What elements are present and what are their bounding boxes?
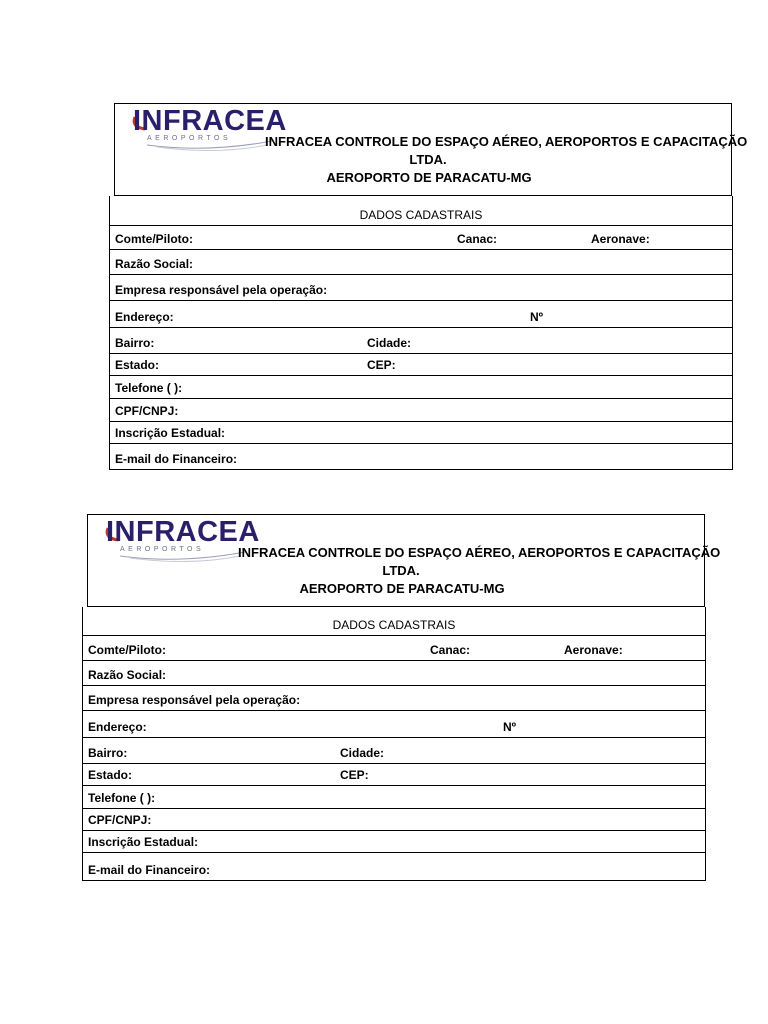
operator-label: Empresa responsável pela operação: [88, 693, 301, 707]
finance-email-label: E-mail do Financeiro: [88, 863, 211, 877]
zip-label: CEP: [367, 358, 396, 372]
state-registration-row[interactable] [83, 830, 705, 852]
state-registration-label: Inscrição Estadual: [88, 835, 199, 849]
state-label: Estado: [88, 768, 133, 782]
address-label: Endereço: [115, 310, 174, 324]
city-label: Cidade: [367, 336, 412, 350]
company-name-line2: LTDA. [409, 152, 447, 167]
operator-row[interactable] [83, 685, 705, 710]
district-row[interactable] [83, 737, 705, 763]
state-row[interactable] [110, 353, 732, 375]
tax-id-row[interactable] [83, 808, 705, 830]
phone-row[interactable] [110, 375, 732, 398]
district-row[interactable] [110, 327, 732, 353]
section-title: DADOS CADASTRAIS [332, 618, 456, 632]
operator-label: Empresa responsável pela operação: [115, 283, 328, 297]
address-label: Endereço: [88, 720, 147, 734]
logo-wordmark: INFRACEA [106, 516, 260, 548]
district-label: Bairro: [115, 336, 155, 350]
operator-row[interactable] [110, 274, 732, 300]
state-registration-label: Inscrição Estadual: [115, 426, 226, 440]
logo-wordmark: INFRACEA [133, 105, 287, 137]
state-registration-row[interactable] [110, 421, 732, 443]
aircraft-label: Aeronave: [564, 643, 623, 657]
company-name-label: Razão Social: [115, 257, 194, 271]
airport-name: AEROPORTO DE PARACATU-MG [326, 170, 532, 185]
phone-label: Telefone ( ): [115, 381, 183, 395]
pilot-label: Comte/Piloto: [115, 232, 193, 246]
tax-id-label: CPF/CNPJ: [115, 404, 179, 418]
form-header [87, 514, 721, 607]
finance-email-row[interactable] [83, 852, 705, 880]
section-title-row [110, 196, 732, 225]
pilot-row[interactable] [83, 635, 705, 660]
state-label: Estado: [115, 358, 160, 372]
tax-id-label: CPF/CNPJ: [88, 813, 152, 827]
state-row[interactable] [83, 763, 705, 785]
address-row[interactable] [110, 300, 732, 327]
zip-label: CEP: [340, 768, 369, 782]
pilot-row[interactable] [110, 225, 732, 249]
aircraft-label: Aeronave: [591, 232, 650, 246]
city-label: Cidade: [340, 746, 385, 760]
company-name-line2: LTDA. [382, 563, 420, 578]
form-header [114, 103, 748, 196]
company-name-row[interactable] [83, 660, 705, 685]
registration-form-2 [87, 514, 721, 881]
phone-label: Telefone ( ): [88, 791, 156, 805]
company-name-line1: INFRACEA CONTROLE DO ESPAÇO AÉREO, AEROPORTOS E CAPACITAÇÃO [265, 134, 748, 149]
finance-email-label: E-mail do Financeiro: [115, 452, 238, 466]
address-row[interactable] [83, 710, 705, 737]
number-label: Nº [503, 720, 517, 734]
section-title-row [83, 607, 705, 635]
company-name-label: Razão Social: [88, 668, 167, 682]
district-label: Bairro: [88, 746, 128, 760]
company-name-row[interactable] [110, 249, 732, 274]
airport-name: AEROPORTO DE PARACATU-MG [299, 581, 505, 596]
registration-table [109, 196, 733, 470]
finance-email-row[interactable] [110, 443, 732, 469]
registration-table [82, 607, 706, 881]
section-title: DADOS CADASTRAIS [359, 208, 483, 222]
canac-label: Canac: [430, 643, 471, 657]
tax-id-row[interactable] [110, 398, 732, 421]
pilot-label: Comte/Piloto: [88, 643, 166, 657]
canac-label: Canac: [457, 232, 498, 246]
phone-row[interactable] [83, 785, 705, 808]
logo-subtitle: AEROPORTOS [147, 135, 232, 142]
number-label: Nº [530, 310, 544, 324]
company-name-line1: INFRACEA CONTROLE DO ESPAÇO AÉREO, AEROPORTOS E CAPACITAÇÃO [238, 545, 721, 560]
registration-form-1 [114, 103, 748, 470]
logo-subtitle: AEROPORTOS [120, 546, 205, 553]
